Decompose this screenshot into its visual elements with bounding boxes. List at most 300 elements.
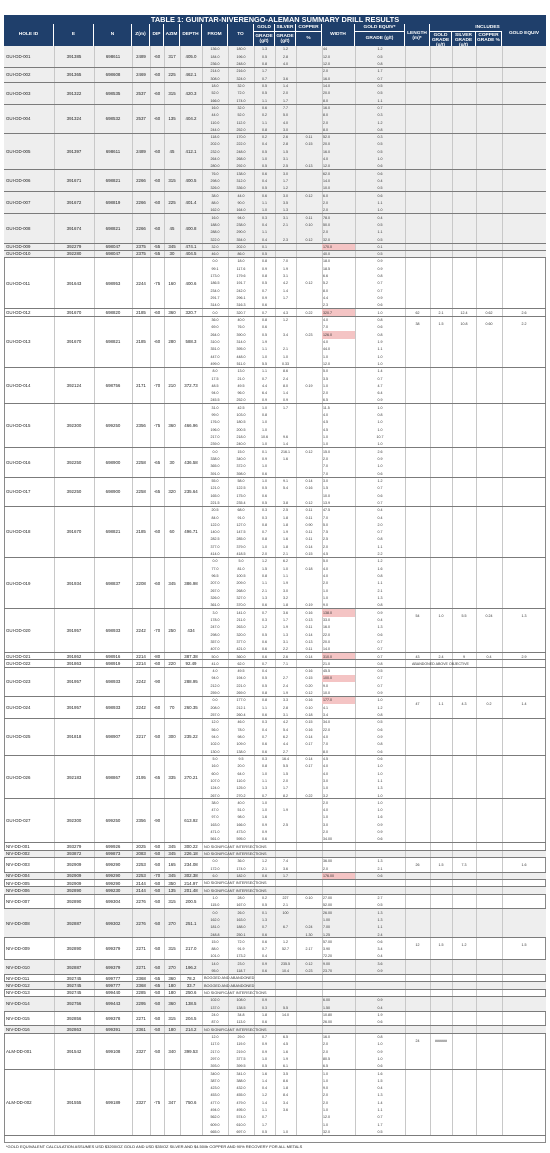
- hole-note: NO SIGNIFICANT INTERSECTIONS: [204, 888, 267, 893]
- hole-n-cell: 699250: [105, 818, 121, 824]
- interval-cell: 4.0: [323, 771, 328, 776]
- hole-e-cell: 392909: [66, 862, 82, 868]
- interval-cell: 0.8: [377, 574, 383, 579]
- interval-cell: 0.17: [305, 742, 313, 747]
- column-divider: [476, 478, 477, 506]
- interval-cell: 1.0: [323, 383, 328, 388]
- interval-cell: 1.7: [283, 617, 288, 622]
- column-divider: [202, 799, 203, 842]
- interval-cell: 0.7: [377, 76, 383, 81]
- includes-equiv-cell: 1.3: [521, 614, 527, 619]
- interval-cell: 1.50: [323, 1005, 330, 1010]
- interval-cell: 216.0: [236, 69, 246, 74]
- interval-cell: 122.0: [210, 522, 220, 527]
- interval-cell: 0.6: [377, 873, 383, 878]
- interval-cell: 387.0: [210, 1078, 220, 1083]
- interval-cell: 17.5: [211, 376, 219, 381]
- interval-cell: 9.5: [238, 756, 244, 761]
- column-divider: [430, 258, 431, 308]
- interval-cell: 0.3: [262, 215, 267, 220]
- interval-cell: 1.0: [262, 420, 267, 425]
- column-divider: [476, 960, 477, 974]
- interval-cell: 0.4: [377, 179, 383, 184]
- hole-e-cell: 391397: [66, 149, 82, 155]
- interval-cell: 0.11: [305, 625, 313, 630]
- interval-cell: 2.0: [323, 230, 328, 235]
- interval-cell: 3.2: [283, 596, 288, 600]
- interval-cell: 0.5: [377, 1130, 383, 1135]
- hole-n-cell: 698953: [105, 280, 121, 286]
- interval-cell: 310.0: [323, 654, 332, 659]
- interval-cell: 244.0: [210, 127, 220, 132]
- interval-cell: 102.0: [210, 998, 220, 1003]
- interval-cell: 9.0: [323, 1086, 328, 1091]
- column-divider: [502, 843, 503, 849]
- interval-cell: 1.1: [283, 574, 288, 579]
- column-divider: [476, 660, 477, 666]
- column-divider: [502, 887, 503, 893]
- interval-cell: 0.5: [377, 903, 383, 908]
- interval-cell: 1.3: [283, 208, 288, 213]
- interval-cell: 2.8: [283, 142, 288, 147]
- interval-cell: 107.0: [210, 778, 220, 783]
- interval-cell: 222.0: [236, 142, 246, 147]
- interval-cell: 69.0: [211, 325, 219, 330]
- column-divider: [502, 997, 503, 1011]
- hole-n-cell: 699189: [105, 1100, 121, 1106]
- interval-cell: 2.5: [323, 537, 328, 542]
- interval-cell: 8.0: [323, 288, 328, 293]
- column-divider: [202, 990, 203, 996]
- hole-depth-cell: 214.97: [184, 880, 198, 886]
- hole-block: [4, 68, 546, 83]
- interval-cell: 232.0: [210, 149, 220, 154]
- interval-cell: 0.4: [262, 237, 267, 242]
- interval-cell: 0.6: [262, 493, 267, 498]
- interval-cell: 2.0: [377, 522, 383, 527]
- column-divider: [405, 799, 406, 842]
- column-divider: [452, 170, 453, 191]
- interval-cell: 1.0: [377, 1056, 383, 1061]
- interval-cell: 312.0: [236, 179, 246, 184]
- interval-cell: 0.7: [262, 661, 267, 666]
- interval-cell: 0.0: [212, 449, 218, 454]
- interval-cell: 7.7: [283, 105, 288, 110]
- includes-silver-cell: 1.2: [461, 943, 467, 948]
- interval-cell: 0.23: [305, 969, 313, 974]
- footnote: *GOLD EQUIVALENT CALCULATION ASSUMES USD $3200/OZ GOLD AND USD $35/OZ SILVER AND $4.50/lb COPPER AND 90% RECOVERY FOR ALL METALS: [6, 1144, 303, 1149]
- interval-cell: 561.0: [210, 837, 220, 842]
- column-divider: [430, 975, 431, 981]
- interval-cell: 0.5: [262, 676, 267, 681]
- hole-hole-id-cell: GUI-DD-014: [6, 383, 31, 389]
- interval-cell: 21.0: [323, 661, 330, 666]
- interval-cell: 1.0: [377, 420, 383, 425]
- hole-e-cell: 392909: [66, 880, 82, 886]
- interval-cell: 234.0: [210, 288, 220, 293]
- interval-cell: 0.9: [377, 969, 383, 974]
- interval-cell: 0.7: [262, 76, 267, 81]
- column-divider: [476, 697, 477, 718]
- interval-cell: 473.0: [236, 830, 246, 835]
- interval-cell: 0.14: [305, 544, 313, 549]
- hole-z-cell: 2537: [136, 116, 146, 122]
- hole-hole-id-cell: NIV-DD-005: [6, 880, 30, 886]
- interval-cell: 0.7: [262, 530, 267, 535]
- interval-cell: 1.6: [262, 815, 267, 820]
- interval-cell: 0.12: [305, 193, 313, 198]
- interval-cell: 0.8: [262, 274, 267, 279]
- interval-cell: 80.5: [323, 1056, 330, 1061]
- interval-cell: 1.3: [262, 47, 267, 52]
- interval-cell: 268.0: [236, 588, 246, 593]
- col-inc-equiv: GOLD EQUIV: [502, 24, 546, 46]
- hole-z-cell: 2489: [136, 53, 146, 59]
- interval-cell: 0.6: [377, 493, 383, 498]
- column-divider: [476, 251, 477, 257]
- interval-cell: 1.0: [283, 566, 288, 571]
- column-divider: [502, 1012, 503, 1026]
- interval-cell: 2.1: [377, 866, 383, 871]
- hole-azim-cell: 135: [168, 887, 176, 893]
- column-divider: [430, 843, 431, 849]
- column-divider: [476, 214, 477, 242]
- hole-azim-cell: 165: [168, 862, 176, 868]
- interval-cell: 32.0: [237, 83, 245, 88]
- hole-dip-cell: -50: [153, 990, 161, 996]
- hole-n-cell: 698821: [105, 529, 121, 535]
- interval-cell: 0.2: [262, 113, 267, 118]
- interval-cell: 0.9: [262, 830, 267, 835]
- interval-cell: 0.10: [305, 222, 313, 227]
- interval-cell: 18.0: [211, 83, 219, 88]
- hole-dip-cell: -50: [153, 880, 161, 886]
- interval-cell: 0.14: [305, 632, 313, 637]
- interval-cell: 0.14: [305, 478, 313, 483]
- column-divider: [405, 46, 406, 67]
- interval-cell: 2.0: [323, 200, 328, 205]
- column-divider: [430, 46, 431, 67]
- column-divider: [476, 858, 477, 872]
- interval-cell: 377.0: [210, 544, 220, 549]
- interval-cell: 1.7: [283, 405, 288, 410]
- interval-cell: 2.3: [283, 237, 288, 242]
- interval-cell: 0.0: [212, 910, 218, 915]
- interval-cell: 227: [282, 895, 289, 900]
- interval-cell: 0.19: [305, 383, 313, 388]
- interval-cell: 290.0: [236, 230, 246, 235]
- interval-cell: 0.5: [377, 91, 383, 96]
- includes-length-cell: 26: [415, 863, 420, 867]
- interval-cell: 196.0: [236, 54, 246, 59]
- column-divider: [502, 1026, 503, 1032]
- interval-cell: 56.0: [211, 727, 219, 732]
- column-divider: [275, 799, 276, 842]
- column-divider: [296, 756, 297, 799]
- includes-length-cell: 12: [415, 943, 420, 948]
- interval-cell: 50.0: [211, 654, 219, 659]
- interval-cell: 0.6: [262, 932, 267, 937]
- column-divider: [452, 756, 453, 799]
- interval-cell: 48.5: [211, 383, 219, 388]
- interval-cell: 4.5: [323, 552, 328, 557]
- hole-azim-cell: 345: [168, 580, 176, 586]
- interval-cell: 180.0: [236, 47, 246, 52]
- interval-cell: 0.5: [377, 54, 383, 59]
- interval-cell: 99.1: [211, 266, 219, 271]
- interval-cell: 1.2: [377, 47, 383, 52]
- column-divider: [322, 799, 323, 842]
- column-divider: [202, 880, 203, 886]
- interval-cell: 4.5: [283, 1042, 288, 1047]
- column-divider: [254, 404, 255, 447]
- interval-cell: 1.6: [283, 1049, 288, 1054]
- interval-cell: 29.0: [237, 1034, 245, 1039]
- interval-cell: 0.7: [262, 610, 267, 615]
- column-divider: [296, 982, 297, 988]
- hole-z-cell: 2361: [136, 1026, 146, 1032]
- hole-e-cell: 391671: [66, 178, 82, 184]
- column-divider: [452, 1034, 453, 1070]
- column-divider: [502, 873, 503, 879]
- hole-azim-cell: 225: [168, 200, 176, 206]
- hole-dip-cell: -90: [153, 679, 161, 685]
- interval-cell: 9.6: [283, 435, 288, 440]
- interval-cell: 326.0: [210, 186, 220, 191]
- column-divider: [405, 895, 406, 909]
- hole-azim-cell: 315: [168, 946, 176, 952]
- hole-n-cell: 699230: [105, 887, 121, 893]
- interval-cell: 207.0: [210, 581, 220, 586]
- hole-n-cell: 698837: [105, 580, 121, 586]
- interval-cell: 20.0: [237, 764, 245, 769]
- hole-hole-id-cell: GUI-DD-008: [6, 225, 31, 231]
- column-divider: [296, 990, 297, 996]
- interval-cell: 50.0: [323, 222, 330, 227]
- interval-cell: 267.0: [210, 793, 220, 798]
- hole-block: [4, 192, 546, 214]
- hole-depth-cell: 401.4: [185, 200, 197, 206]
- interval-cell: 12.0: [323, 54, 330, 59]
- hole-depth-cell: 251.1: [185, 920, 197, 926]
- hole-azim-cell: 345: [168, 844, 176, 850]
- interval-cell: 101.0: [210, 954, 220, 959]
- interval-cell: 13.0: [237, 369, 245, 374]
- includes-equiv-cell: 2.6: [521, 310, 527, 315]
- interval-cell: 16.0: [211, 764, 219, 769]
- interval-cell: 377.0: [236, 639, 246, 644]
- column-divider: [452, 46, 453, 67]
- interval-cell: 2.0: [323, 1100, 328, 1105]
- interval-cell: 0.9: [377, 822, 383, 827]
- interval-cell: 0.3: [262, 756, 267, 761]
- column-divider: [296, 1026, 297, 1032]
- interval-cell: 10.6: [261, 435, 268, 440]
- hole-n-cell: 698756: [105, 383, 121, 389]
- interval-cell: 1.0: [377, 464, 383, 469]
- hole-azim-cell: 45: [169, 149, 175, 155]
- interval-cell: 1.8: [283, 515, 288, 520]
- interval-cell: 0.4: [262, 179, 267, 184]
- hole-n-cell: 698608: [105, 72, 121, 78]
- interval-cell: 341.0: [236, 1071, 246, 1076]
- column-divider: [476, 448, 477, 476]
- interval-cell: 119.0: [236, 1042, 246, 1047]
- interval-cell: 0.4: [262, 954, 267, 959]
- hole-depth-cell: 474.1: [185, 244, 197, 250]
- interval-cell: 0.5: [262, 332, 267, 337]
- interval-cell: 5.5: [262, 361, 267, 366]
- interval-cell: 0.18: [305, 713, 313, 718]
- hole-note: NO SIGNIFICANT INTERSECTIONS: [204, 852, 267, 857]
- interval-cell: 1.7: [283, 873, 288, 878]
- interval-cell: 0.8: [262, 522, 267, 527]
- interval-cell: 1.0: [262, 800, 267, 805]
- hole-n-cell: 699290: [105, 880, 121, 886]
- interval-cell: 1.1: [377, 98, 383, 103]
- column-divider: [430, 938, 431, 959]
- hole-block: [4, 1034, 546, 1071]
- column-divider: [405, 697, 406, 718]
- interval-cell: 240.0: [236, 442, 246, 447]
- hole-dip-cell: -55: [153, 975, 161, 981]
- interval-cell: 0.8: [262, 318, 267, 322]
- interval-cell: 0.5: [377, 669, 383, 674]
- interval-cell: 1.1: [377, 581, 383, 586]
- interval-cell: 212.1: [236, 705, 246, 710]
- interval-cell: 6.1: [283, 1064, 288, 1069]
- hole-dip-cell: -50: [153, 1015, 161, 1021]
- interval-cell: 0.6: [377, 749, 383, 754]
- hole-dip-cell: -70: [153, 383, 161, 389]
- column-divider: [430, 997, 431, 1011]
- hole-dip-cell: -65: [153, 489, 161, 495]
- column-divider: [430, 1012, 431, 1026]
- column-divider: [322, 982, 323, 988]
- column-divider: [275, 404, 276, 447]
- interval-cell: 31.0: [211, 405, 219, 410]
- interval-cell: 4.0: [323, 339, 328, 344]
- interval-cell: 52.7: [282, 947, 289, 952]
- interval-cell: 208.0: [210, 705, 220, 710]
- interval-cell: 4.0: [323, 574, 328, 579]
- interval-cell: 16.0: [323, 625, 330, 630]
- hole-azim-cell: 360: [168, 423, 176, 429]
- interval-cell: 0.90: [305, 522, 313, 527]
- interval-cell: 0.9: [262, 998, 267, 1003]
- interval-cell: 44: [323, 47, 327, 52]
- interval-cell: 0.9: [377, 610, 383, 615]
- hole-depth-cell: 420.3: [185, 90, 197, 96]
- hole-depth-cell: 200.5: [185, 898, 197, 904]
- interval-cell: 0.11: [305, 647, 313, 652]
- interval-cell: 44.0: [323, 347, 330, 352]
- hole-hole-id-cell: NIV-DD-009: [6, 946, 30, 952]
- hole-dip-cell: -75: [153, 1100, 161, 1106]
- interval-cell: 4.2: [283, 281, 288, 286]
- interval-cell: 0.3: [262, 617, 267, 622]
- interval-cell: 125.0: [236, 786, 246, 791]
- hole-depth-cell: 400.5: [185, 178, 197, 184]
- hole-dip-cell: -80: [153, 653, 161, 659]
- column-divider: [502, 851, 503, 857]
- interval-cell: 2.7: [283, 749, 288, 754]
- interval-cell: 697.0: [236, 1130, 246, 1135]
- hole-z-cell: 2271: [136, 946, 146, 952]
- column-divider: [476, 83, 477, 104]
- interval-cell: 360.0: [236, 654, 246, 659]
- silver-section-header: SILVER: [275, 24, 296, 32]
- hole-azim-cell: 315: [168, 90, 176, 96]
- interval-cell: 0.6: [377, 1020, 383, 1025]
- hole-dip-cell: -50: [153, 1001, 161, 1007]
- interval-cell: 0.8: [262, 537, 267, 542]
- column-divider: [452, 258, 453, 308]
- column-divider: [476, 990, 477, 996]
- interval-cell: 1.7: [283, 786, 288, 791]
- interval-cell: 221.5: [210, 500, 220, 505]
- hole-azim-cell: 347: [168, 1100, 176, 1106]
- interval-cell: 14.0: [211, 961, 219, 966]
- hole-azim-cell: 250: [168, 628, 176, 634]
- hole-z-cell: 2253: [136, 873, 146, 879]
- interval-cell: 0.8: [377, 274, 383, 279]
- column-divider: [430, 851, 431, 857]
- interval-cell: 269.0: [236, 691, 246, 696]
- hole-azim-cell: 210: [168, 383, 176, 389]
- interval-cell: 1.0: [262, 1056, 267, 1061]
- interval-cell: 1.0: [323, 596, 328, 600]
- hole-block: [4, 258, 546, 309]
- column-divider: [430, 756, 431, 799]
- interval-cell: 2.2: [283, 647, 288, 652]
- interval-cell: 0.7: [377, 639, 383, 644]
- column-divider: [430, 719, 431, 755]
- interval-cell: 1.9: [283, 1056, 288, 1061]
- column-divider: [502, 799, 503, 842]
- interval-cell: 2.0: [323, 581, 328, 586]
- interval-cell: 4.0: [283, 120, 288, 125]
- interval-cell: 399.5: [236, 1064, 246, 1069]
- hole-n-cell: 699379: [105, 946, 121, 952]
- column-divider: [502, 1034, 503, 1070]
- hole-block: [4, 873, 546, 880]
- interval-cell: 0.8: [262, 764, 267, 769]
- hole-hole-id-cell: GUI-DD-019: [6, 580, 31, 586]
- hole-dip-cell: -55: [153, 251, 161, 257]
- interval-cell: 0.8: [262, 691, 267, 696]
- interval-cell: 3.3: [283, 698, 288, 703]
- interval-cell: 0.6: [377, 171, 383, 176]
- column-divider: [452, 448, 453, 476]
- interval-cell: 191.7: [236, 281, 246, 286]
- interval-cell: 181.0: [210, 925, 220, 930]
- interval-cell: 391.0: [210, 471, 220, 476]
- hole-azim-cell: 280: [168, 339, 176, 345]
- column-divider: [355, 975, 356, 981]
- column-divider: [476, 368, 477, 404]
- interval-cell: 1.4: [283, 83, 288, 88]
- interval-cell: 0.11: [305, 508, 313, 513]
- interval-cell: 3.0: [212, 610, 218, 615]
- column-divider: [502, 960, 503, 974]
- interval-cell: 12.0: [323, 61, 330, 66]
- interval-cell: 0.5: [377, 149, 383, 154]
- col-dip: DIP: [150, 24, 164, 46]
- interval-cell: 0.5: [262, 186, 267, 191]
- interval-cell: 7.0: [323, 742, 328, 747]
- column-divider: [452, 478, 453, 506]
